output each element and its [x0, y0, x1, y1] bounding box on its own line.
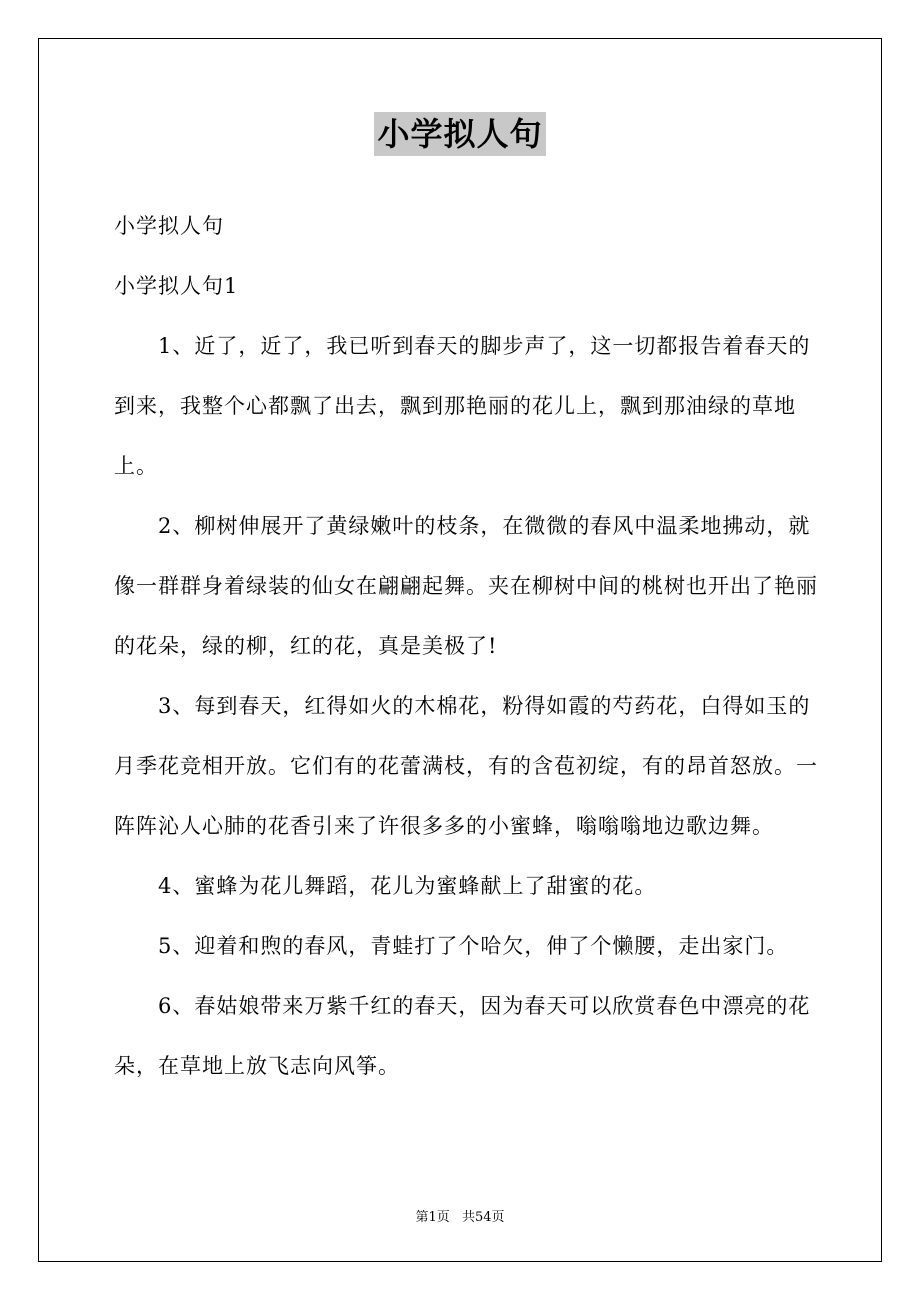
section-heading: 小学拟人句1 — [114, 274, 239, 298]
page-total: 共54页 — [461, 1210, 505, 1225]
paragraph-2: 2、柳树伸展开了黄绿嫩叶的枝条，在微微的春风中温柔地拂动，就像一群群身着绿装的仙女在翩翩起舞。夹在柳树中间的桃树也开出了艳丽的花朵，绿的柳，红的花，真是美极了! — [114, 514, 818, 658]
paragraph-5: 5、迎着和煦的春风，青蛙打了个哈欠，伸了个懒腰，走出家门。 — [158, 934, 789, 958]
paragraph-3: 3、每到春天，红得如火的木棉花，粉得如霞的芍药花，白得如玉的月季花竞相开放。它们有的花蕾满枝，有的含苞初绽，有的昂首怒放。一阵阵沁人心肺的花香引来了许很多多的小蜜蜂，嗡嗡嗡地边歌边舞。 — [114, 694, 818, 838]
paragraph-1: 1、近了，近了，我已听到春天的脚步声了，这一切都报告着春天的到来，我整个心都飘了出去，飘到那艳丽的花儿上，飘到那油绿的草地上。 — [114, 334, 811, 478]
document-title — [0, 112, 920, 156]
title-text: 小学拟人句 — [374, 112, 545, 156]
subtitle: 小学拟人句 — [114, 214, 224, 238]
paragraph-6: 6、春姑娘带来万紫千红的春天，因为春天可以欣赏春色中漂亮的花朵，在草地上放飞志向风筝。 — [114, 994, 811, 1078]
page-number: 第1页 — [415, 1210, 450, 1225]
document-body — [114, 196, 824, 1096]
paragraph-4: 4、蜜蜂为花儿舞蹈，花儿为蜜蜂献上了甜蜜的花。 — [158, 874, 657, 898]
page-footer — [0, 1206, 920, 1225]
